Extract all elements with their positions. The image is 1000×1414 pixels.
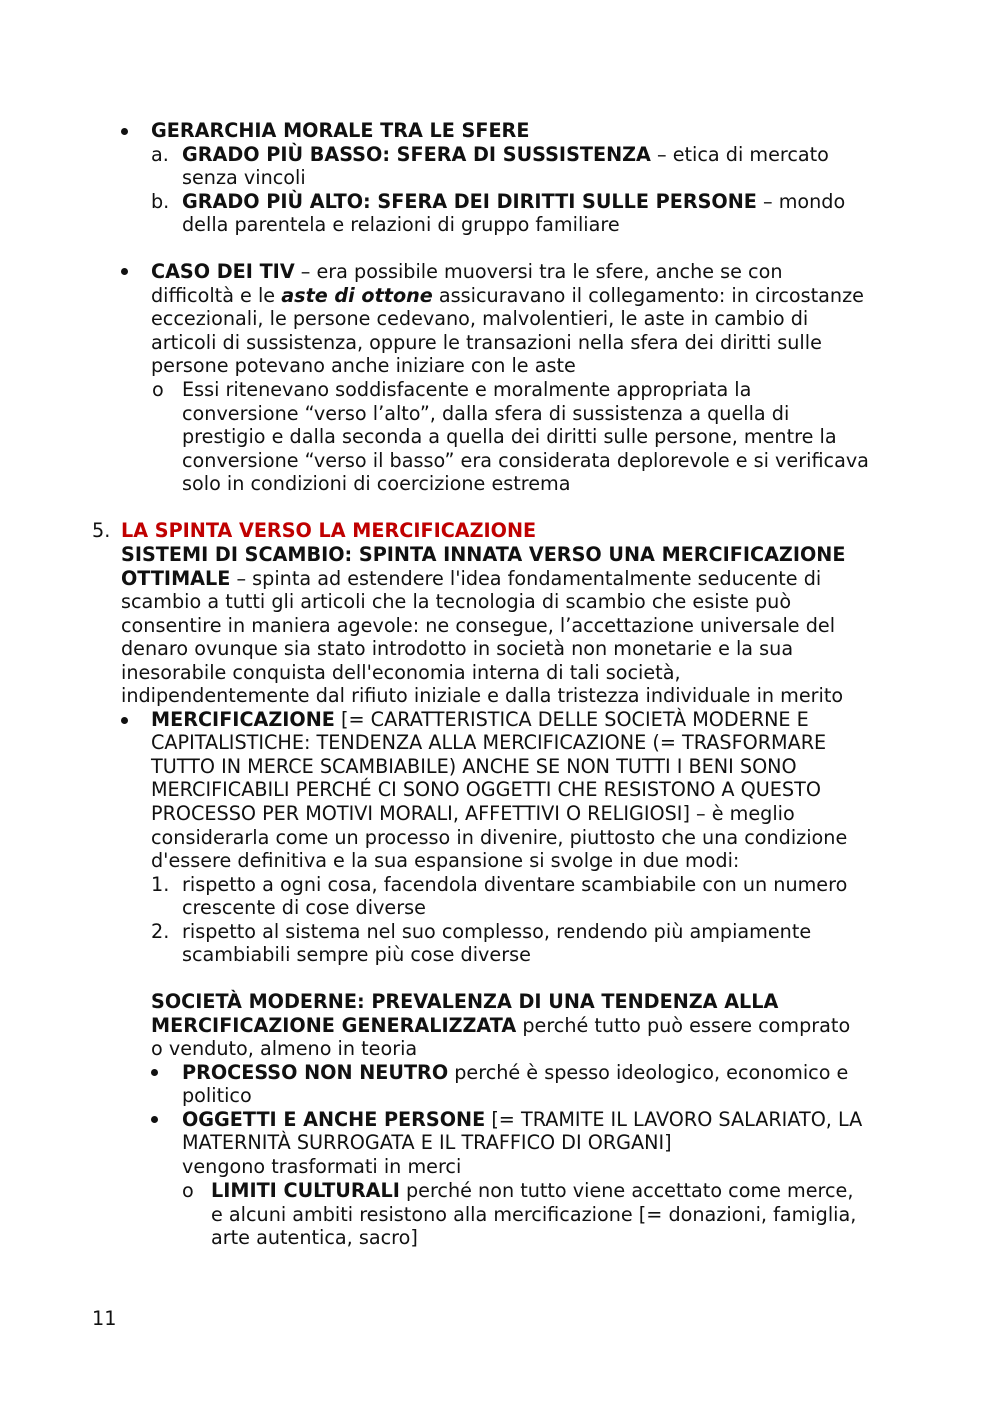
moderne-heading: SOCIETÀ MODERNE: PREVALENZA DI UNA TENDENZA ALLA xyxy=(151,990,779,1013)
mercificazione-line: d'essere definitiva e la sua espansione si svolge in due modi: xyxy=(151,849,740,872)
hierarchy-heading: GERARCHIA MORALE TRA LE SFERE xyxy=(151,119,530,142)
moderne-bullet-2-cont: MATERNITÀ SURROGATA E IL TRAFFICO DI ORGANI] xyxy=(182,1131,672,1154)
section-paragraph-line: scambio a tutti gli articoli che la tecnologia di scambio che esiste può xyxy=(121,590,792,613)
tiv-paragraph-line: articoli di sussistenza, oppure le transazioni nella sfera dei diritti sulle xyxy=(151,331,822,354)
mode-item-2-cont: scambiabili sempre più cose diverse xyxy=(182,943,531,966)
tiv-paragraph-line: persone potevano anche iniziare con le aste xyxy=(151,354,576,377)
moderne-bullet-2: OGGETTI E ANCHE PERSONE [= TRAMITE IL LAVORO SALARIATO, LA xyxy=(182,1108,863,1131)
moderne-bullet-1: PROCESSO NON NEUTRO perché è spesso ideologico, economico e xyxy=(182,1061,849,1084)
mercificazione-line: considerarla come un processo in divenire, piuttosto che una condizione xyxy=(151,826,848,849)
tiv-sub-line: prestigio e dalla seconda a quella dei diritti sulle persone, mentre la xyxy=(182,425,837,448)
limiti-line: e alcuni ambiti resistono alla mercificazione [= donazioni, famiglia, xyxy=(211,1203,857,1226)
tiv-paragraph-line: CASO DEI TIV – era possibile muoversi tra le sfere, anche se con xyxy=(151,260,783,283)
bullet-icon xyxy=(121,128,128,135)
mercificazione-line: MERCIFICABILI PERCHÉ CI SONO OGGETTI CHE RESISTONO A QUESTO xyxy=(151,778,821,801)
tiv-sub-line: conversione “verso l’alto”, dalla sfera di sussistenza a quella di xyxy=(182,402,790,425)
list-marker: b. xyxy=(151,190,170,213)
tiv-paragraph-line: eccezionali, le persone cedevano, malvolentieri, le aste in cambio di xyxy=(151,307,809,330)
limiti-line: arte autentica, sacro] xyxy=(211,1226,418,1249)
list-marker: 1. xyxy=(151,873,170,896)
mode-item-1-cont: crescente di cose diverse xyxy=(182,896,426,919)
bullet-icon xyxy=(151,1116,158,1123)
section-title: LA SPINTA VERSO LA MERCIFICAZIONE xyxy=(121,519,537,542)
hierarchy-item-b: GRADO PIÙ ALTO: SFERA DEI DIRITTI SULLE PERSONE – mondo xyxy=(182,190,846,213)
section-paragraph-line: OTTIMALE – spinta ad estendere l'idea fondamentalmente seducente di xyxy=(121,567,822,590)
hierarchy-item-a-cont: senza vincoli xyxy=(182,166,306,189)
mercificazione-line: MERCIFICAZIONE [= CARATTERISTICA DELLE SOCIETÀ MODERNE E xyxy=(151,708,809,731)
moderne-bullet-1-cont: politico xyxy=(182,1084,252,1107)
mode-item-2: rispetto al sistema nel suo complesso, rendendo più ampiamente xyxy=(182,920,812,943)
moderne-line: o venduto, almeno in teoria xyxy=(151,1037,418,1060)
list-marker: 2. xyxy=(151,920,170,943)
mercificazione-line: PROCESSO PER MOTIVI MORALI, AFFETTIVI O RELIGIOSI] – è meglio xyxy=(151,802,795,825)
moderne-line: MERCIFICAZIONE GENERALIZZATA perché tutto può essere comprato xyxy=(151,1014,851,1037)
list-marker: a. xyxy=(151,143,169,166)
mercificazione-line: TUTTO IN MERCE SCAMBIABILE) ANCHE SE NON TUTTI I BENI SONO xyxy=(151,755,797,778)
page-number: 11 xyxy=(92,1307,117,1330)
tiv-sub-line: solo in condizioni di coercizione estrema xyxy=(182,472,571,495)
section-paragraph-line: indipendentemente dal rifiuto iniziale e dalla tristezza individuale in merito xyxy=(121,684,844,707)
mercificazione-line: CAPITALISTICHE: TENDENZA ALLA MERCIFICAZIONE (= TRASFORMARE xyxy=(151,731,827,754)
section-number: 5. xyxy=(92,519,111,542)
bullet-icon xyxy=(121,717,128,724)
tiv-sub-line: Essi ritenevano soddisfacente e moralmente appropriata la xyxy=(182,378,752,401)
bullet-icon xyxy=(151,1069,158,1076)
hierarchy-item-b-cont: della parentela e relazioni di gruppo familiare xyxy=(182,213,620,236)
sub-bullet-icon: o xyxy=(152,378,164,401)
tiv-sub-line: conversione “verso il basso” era considerata deplorevole e si verificava xyxy=(182,449,869,472)
hierarchy-item-a: GRADO PIÙ BASSO: SFERA DI SUSSISTENZA – etica di mercato xyxy=(182,143,829,166)
bullet-icon xyxy=(121,268,128,275)
section-paragraph-line: inesorabile conquista dell'economia interna di tali società, xyxy=(121,661,681,684)
sub-bullet-icon: o xyxy=(182,1179,194,1202)
section-subtitle: SISTEMI DI SCAMBIO: SPINTA INNATA VERSO UNA MERCIFICAZIONE xyxy=(121,543,846,566)
section-paragraph-line: denaro ovunque sia stato introdotto in società non monetarie e la sua xyxy=(121,637,794,660)
mode-item-1: rispetto a ogni cosa, facendola diventare scambiabile con un numero xyxy=(182,873,848,896)
section-paragraph-line: consentire in maniera agevole: ne consegue, l’accettazione universale del xyxy=(121,614,836,637)
limiti-line: LIMITI CULTURALI perché non tutto viene accettato come merce, xyxy=(211,1179,854,1202)
moderne-bullet-2-cont: vengono trasformati in merci xyxy=(182,1155,462,1178)
tiv-paragraph-line: difficoltà e le aste di ottone assicuravano il collegamento: in circostanze xyxy=(151,284,864,307)
